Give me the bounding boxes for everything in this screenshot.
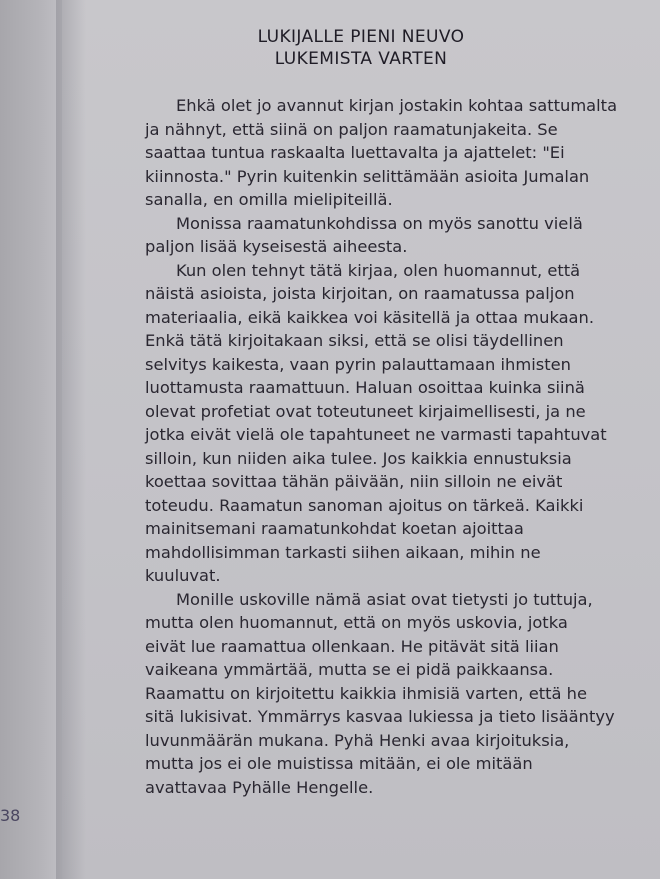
text-line: selvitys kaikesta, vaan pyrin palauttamaan ihmisten bbox=[145, 354, 571, 374]
text-line: mainitsemani raamatunkohdat koetan ajoittaa bbox=[145, 519, 524, 538]
text-line: silloin, kun niiden aika tulee. Jos kaikkia ennustuksia bbox=[145, 448, 572, 468]
heading-line-2: LUKEMISTA VARTEN bbox=[274, 49, 448, 69]
paragraph-4 bbox=[145, 588, 615, 800]
gutter-shadow bbox=[56, 0, 86, 879]
text-line: Enkä tätä kirjoitakaan siksi, että se olisi täydellinen bbox=[145, 331, 564, 350]
text-line: Monille uskoville nämä asiat ovat tietysti jo tuttuja, bbox=[176, 589, 593, 609]
text-line: kiinnosta." Pyrin kuitenkin selittämään asioita Jumalan bbox=[145, 166, 590, 186]
text-line: Monissa raamatunkohdissa on myös sanottu vielä bbox=[176, 213, 583, 233]
text-line: mutta jos ei ole muistissa mitään, ei ole mitään bbox=[145, 754, 533, 773]
page-number: 38 bbox=[0, 806, 21, 825]
text-line: Kun olen tehnyt tätä kirjaa, olen huomannut, että bbox=[176, 260, 581, 280]
text-line: toteudu. Raamatun sanoman ajoitus on tärkeä. Kaikki bbox=[145, 495, 584, 515]
text-line: mutta olen huomannut, että on myös uskovia, jotka bbox=[145, 613, 568, 632]
body-text bbox=[145, 94, 618, 799]
paragraph-1 bbox=[145, 94, 618, 212]
text-line: näistä asioista, joista kirjoitan, on raamatussa paljon bbox=[145, 284, 575, 303]
text-line: ja nähnyt, että siinä on paljon raamatunjakeita. Se bbox=[145, 119, 558, 139]
text-line: Ehkä olet jo avannut kirjan jostakin kohtaa sattumalta bbox=[176, 96, 618, 115]
text-line: Raamattu on kirjoitettu kaikkia ihmisiä varten, että he bbox=[145, 683, 587, 703]
text-line: luvunmäärän mukana. Pyhä Henki avaa kirjoituksia, bbox=[145, 730, 570, 750]
text-line: materiaalia, eikä kaikkea voi käsitellä ja ottaa mukaan. bbox=[145, 307, 595, 327]
paragraph-2 bbox=[145, 212, 595, 259]
text-line: olevat profetiat ovat toteutuneet kirjaimellisesti, ja ne bbox=[145, 401, 586, 421]
text-line: avattavaa Pyhälle Hengelle. bbox=[145, 777, 374, 797]
paragraph-3 bbox=[145, 259, 607, 588]
text-line: koettaa sovittaa tähän päivään, niin silloin ne eivät bbox=[145, 472, 563, 491]
heading-line-1: LUKIJALLE PIENI NEUVO bbox=[257, 27, 465, 47]
text-line: jotka eivät vielä ole tapahtuneet ne varmasti tapahtuvat bbox=[145, 425, 607, 444]
text-line: paljon lisää kyseisestä aiheesta. bbox=[145, 237, 408, 256]
text-line: sitä lukisivat. Ymmärrys kasvaa lukiessa ja tieto lisääntyy bbox=[145, 707, 615, 726]
facing-page-edge bbox=[0, 0, 58, 879]
text-line: sanalla, en omilla mielipiteillä. bbox=[145, 190, 393, 209]
chapter-heading bbox=[62, 26, 660, 70]
text-line: saattaa tuntua raskaalta luettavalta ja ajattelet: "Ei bbox=[145, 143, 565, 162]
text-line: mahdollisimman tarkasti siihen aikaan, mihin ne bbox=[145, 542, 541, 562]
text-line: luottamusta raamattuun. Haluan osoittaa kuinka siinä bbox=[145, 378, 585, 397]
text-line: kuuluvat. bbox=[145, 566, 221, 585]
text-line: vaikeana ymmärtää, mutta se ei pidä paikkaansa. bbox=[145, 660, 554, 679]
text-line: eivät lue raamattua ollenkaan. He pitävät sitä liian bbox=[145, 636, 559, 656]
